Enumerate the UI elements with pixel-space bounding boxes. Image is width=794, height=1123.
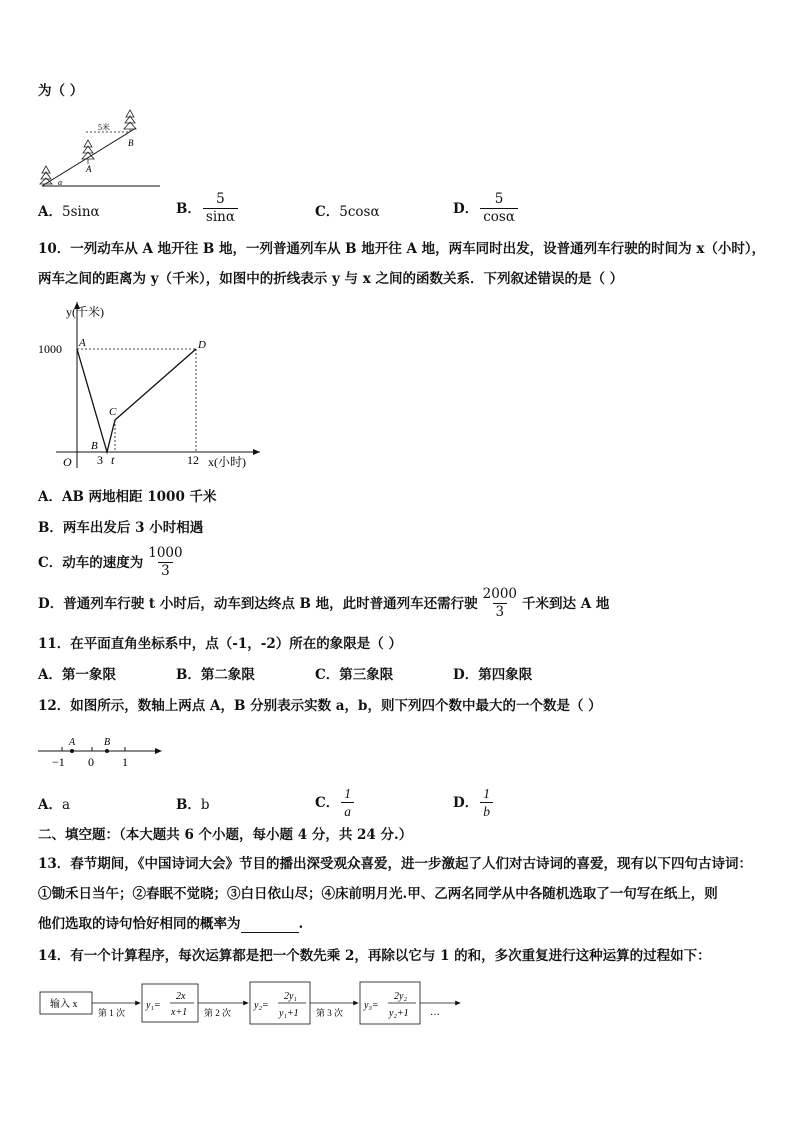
q10-option-c: C．动车的速度为 $\frac{1000}{3}$ [38,545,183,579]
q11-option-d: D．第四象限 [453,667,533,683]
q10-option-d: D．普通列车行驶 t 小时后，动车到达终点 B 地，此时普通列车还需行驶 $\frac{2000}{3}$ 千米到达 A 地 [38,586,610,620]
q9-stem-tail: 为（ ） [38,83,84,99]
q12-tick-0: 0 [88,755,94,769]
q14-stem: 14．有一个计算程序，每次运算都是把一个数先乘 2，再除以它与 1 的和，多次重复进行这种运算的过程如下： [38,948,711,964]
q14-step1-label: 第 1 次 [98,1008,126,1018]
q12-point-a: A [69,737,76,748]
q9-point-b: B [128,138,134,148]
q9-dist-label: 5米 [98,123,110,132]
q10-point-d: D [198,339,206,351]
q12-stem: 12．如图所示，数轴上两点 A，B 分别表示实数 a，b，则下列四个数中最大的一个数是（ ） [38,698,602,714]
q10-option-b: B．两车出发后 3 小时相遇 [38,520,204,536]
q12-option-c: C． $\frac{1}{a}$ [315,786,356,819]
q11-option-c: C．第三象限 [315,667,394,683]
q10-x-tick-12: 12 [187,453,199,467]
q14-flow-diagram [36,978,466,1028]
q11-option-a: A．第一象限 [38,667,116,683]
q12-option-d: D． $\frac{1}{b}$ [453,786,495,819]
q13-stem-line2: ①锄禾日当午；②春眠不觉晓；③白日依山尽；④床前明月光.甲、乙两名同学从中各随机选取了一句写在纸上，则 [38,886,718,902]
q14-box3-den: y₂+1 [389,1008,409,1019]
q9-point-a: A [86,164,92,174]
q10-option-a: A．AB 两地相距 1000 千米 [38,489,217,505]
q10-point-c: C [109,406,117,418]
q12-point-b: B [104,737,111,748]
q13-answer-blank [241,918,299,933]
q14-box2-lhs: y₂= [254,1000,269,1011]
q13-stem-line3: 他们选取的诗句恰好相同的概率为 . [38,916,304,932]
q14-box1-num: 2x [176,991,186,1002]
q10-point-b: B [91,440,98,452]
section-heading-fill-in: 二、填空题：（本大题共 6 个小题，每小题 4 分，共 24 分.） [38,827,413,843]
q14-box3-num: 2y₂ [394,991,407,1002]
q10-x-tick-t: t [111,453,115,467]
q14-step2-label: 第 2 次 [204,1008,232,1018]
q9-slope-figure [36,104,166,190]
q10-x-tick-3: 3 [97,453,103,467]
q14-step3-label: 第 3 次 [316,1008,344,1018]
q14-input-box: 输入 x [50,999,78,1010]
q14-box2-num: 2y₁ [284,991,297,1002]
q11-option-b: B．第二象限 [176,667,255,683]
q12-option-b: B．b [176,797,210,813]
q13-stem-line1: 13．春节期间，《中国诗词大会》节目的播出深受观众喜爱，进一步激起了人们对古诗词的喜爱，现有以下四句古诗词： [38,856,753,872]
q10-stem-line1: 10．一列动车从 A 地开往 B 地，一列普通列车从 B 地开往 A 地，两车同时出发，设普通列车行驶的时间为 x（小时）， [38,241,766,257]
q9-option-a: A．5sinα [38,204,100,220]
q14-ellipsis: … [430,1007,440,1018]
q9-angle: α [58,178,63,187]
q10-stem-line2: 两车之间的距离为 y（千米），如图中的折线表示 y 与 x 之间的函数关系．下列叙述错误的是（ ） [38,271,624,287]
q14-box3-lhs: y₃= [364,1000,379,1011]
q14-box1-lhs: y₁= [146,1000,161,1011]
q12-tick-minus1: −1 [52,755,65,769]
q9-option-c: C．5cosα [315,204,380,220]
q14-box2-den: y₁+1 [279,1008,299,1019]
q10-point-a: A [79,337,86,349]
q9-option-b: B． $\frac{5}{\sin\alpha}$ [176,192,240,225]
q12-tick-1: 1 [122,755,128,769]
q11-stem: 11．在平面直角坐标系中，点（-1，-2）所在的象限是（ ） [38,636,402,652]
q12-number-line [36,734,166,770]
q10-y-tick-1000: 1000 [38,342,62,356]
q10-y-axis-label: y(千米) [66,305,104,319]
q10-origin: O [63,455,72,469]
q10-graph [36,296,266,474]
q10-x-axis-label: x(小时) [208,455,246,469]
q9-option-d: D． $\frac{5}{\cos\alpha}$ [453,192,520,225]
q12-option-a: A．a [38,797,71,813]
q14-box1-den: x+1 [171,1007,188,1018]
